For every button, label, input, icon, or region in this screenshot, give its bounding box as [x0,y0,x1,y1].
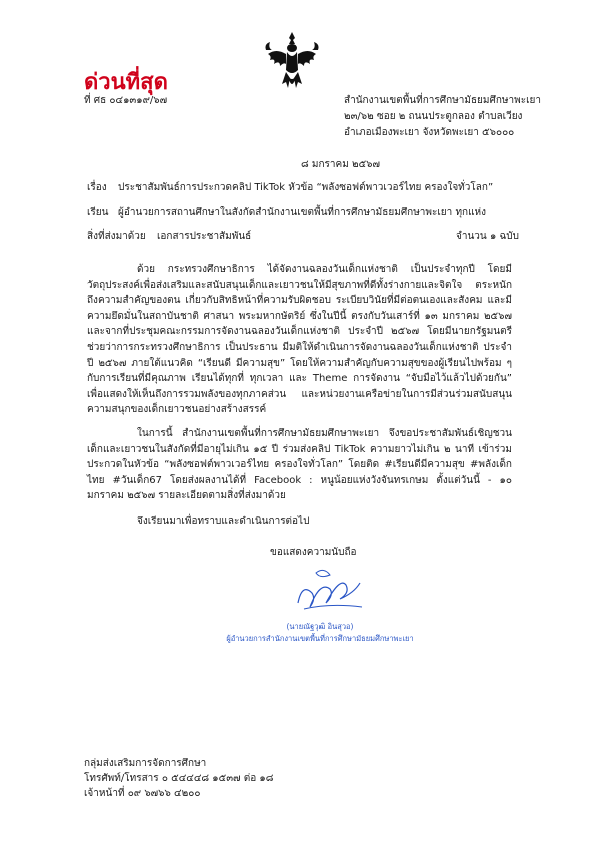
enclosure-label: สิ่งที่ส่งมาด้วย [87,231,146,242]
subject-row [87,180,493,195]
document-number: ที่ ศธ ๐๔๑๓๑๙/๖๗ [84,95,168,106]
signature-salutation: ขอแสดงความนับถือ [270,547,357,558]
handwritten-signature [290,563,370,621]
footer-officer: เจ้าหน้าที่ ๐๙ ๖๗๖๖ ๔๒๐๐ [84,788,201,799]
urgency-stamp: ด่วนที่สุด [84,70,168,95]
recipient-label: เรียน [87,207,109,218]
signatory-title: ผู้อำนวยการสำนักงานเขตพื้นที่การศึกษามัธยมศึกษาพะเยา [226,634,414,643]
recipient-row [87,205,486,220]
footer-phone: โทรศัพท์/โทรสาร ๐ ๕๔๔๔๘ ๑๕๓๗ ต่อ ๑๘ [84,773,274,784]
closing-line: จึงเรียนมาเพื่อทราบและดำเนินการต่อไป [137,516,310,527]
subject-label: เรื่อง [87,182,107,193]
sender-line-1: สำนักงานเขตพื้นที่การศึกษามัธยมศึกษาพะเยา [344,95,541,106]
signatory-name: (นายณัฐวุฒิ อินสุวอ) [286,622,354,631]
document-date: ๘ มกราคม ๒๕๖๗ [301,159,381,170]
enclosure-row [87,229,251,244]
sender-line-2: ๒๓/๖๒ ซอย ๒ ถนนประตูกลอง ตำบลเวียง [344,111,523,122]
enclosure-text: เอกสารประชาสัมพันธ์ [157,231,252,242]
recipient-text: ผู้อำนวยการสถานศึกษาในสังกัดสำนักงานเขตพื้นที่การศึกษามัธยมศึกษาพะเยา ทุกแห่ง [118,207,487,218]
body-paragraph-2-text: ในการนี้ สำนักงานเขตพื้นที่การศึกษามัธยมศึกษาพะเยา จึงขอประชาสัมพันธ์เชิญชวนเด็กและเยาวชนในสังกัดที่มีอายุไม่เกิน ๑๕ ปี ร่วมส่งคลิป TikTok ความยาวไม่เกิน ๒ นาที เข้าร่วมประกวดในหัวข้อ “พลังซอฟต์พาวเวอร์ไทย ครองใจทั่วโลก” โดยติด #เรียนดีมีความสุข #พลังเด็กไทย #วันเด็ก67 โดยส่งผลงานได้ที่ Facebook : หนูน้อยแห่งวังจันทรเกษม ตั้งแต่วันนี้ - ๑๐ มกราคม ๒๕๖๗ รายละเอียดตามสิ่งที่ส่งมาด้วย [87,428,512,502]
subject-text: ประชาสัมพันธ์การประกวดคลิป TikTok หัวข้อ “พลังซอฟต์พาวเวอร์ไทย ครองใจทั่วโลก” [118,182,494,193]
footer-group: กลุ่มส่งเสริมการจัดการศึกษา [84,758,207,769]
body-paragraph-2 [87,426,512,504]
garuda-emblem [262,30,322,94]
sender-line-3: อำเภอเมืองพะเยา จังหวัดพะเยา ๕๖๐๐๐ [344,127,515,138]
body-paragraph-1-text: ด้วย กระทรวงศึกษาธิการ ได้จัดงานฉลองวันเด็กแห่งชาติ เป็นประจำทุกปี โดยมีวัตถุประสงค์เพื่อส่งเสริมและสนับสนุนเด็กและเยาวชนให้มีสุขภาพที่ดีทั้งร่างกายและจิตใจ ตระหนักถึงความสำคัญของตน เกี่ยวกับสิทธิหน้าที่ความรับผิดชอบ ระเบียบวินัยที่มีต่อตนเองและสังคม และมีความยึดมั่นในสถาบันชาติ ศาสนา พระมหากษัตริย์ ซึ่งในปีนี้ ตรงกับวันเสาร์ที่ ๑๓ มกราคม ๒๕๖๗ และจากที่ประชุมคณะกรรมการจัดงานฉลองวันเด็กแห่งชาติ ประจำปี ๒๕๖๗ โดยมีนายกรัฐมนตรีช่วยว่าการกระทรวงศึกษาธิการ เป็นประธาน มีมติให้ดำเนินการจัดงานฉลองวันเด็กแห่งชาติ ประจำปี ๒๕๖๗ ภายใต้แนวคิด “เรียนดี มีความสุข” โดยให้ความสำคัญกับความสุขของผู้เรียนไปพร้อม ๆ กับการเรียนที่มีคุณภาพ เรียนได้ทุกที่ ทุกเวลา และ Theme การจัดงาน “จับมือไว้แล้วไปด้วยกัน” เพื่อแสดงให้เห็นถึงการรวมพลังของทุกภาคส่วน และหน่วยงานเครือข่ายในการมีส่วนร่วมสนับสนุนความสนุกของเด็กเยาวชนอย่างสร้างสรรค์ [87,264,512,416]
body-paragraph-1 [87,262,512,418]
enclosure-count: จำนวน ๑ ฉบับ [456,231,519,242]
